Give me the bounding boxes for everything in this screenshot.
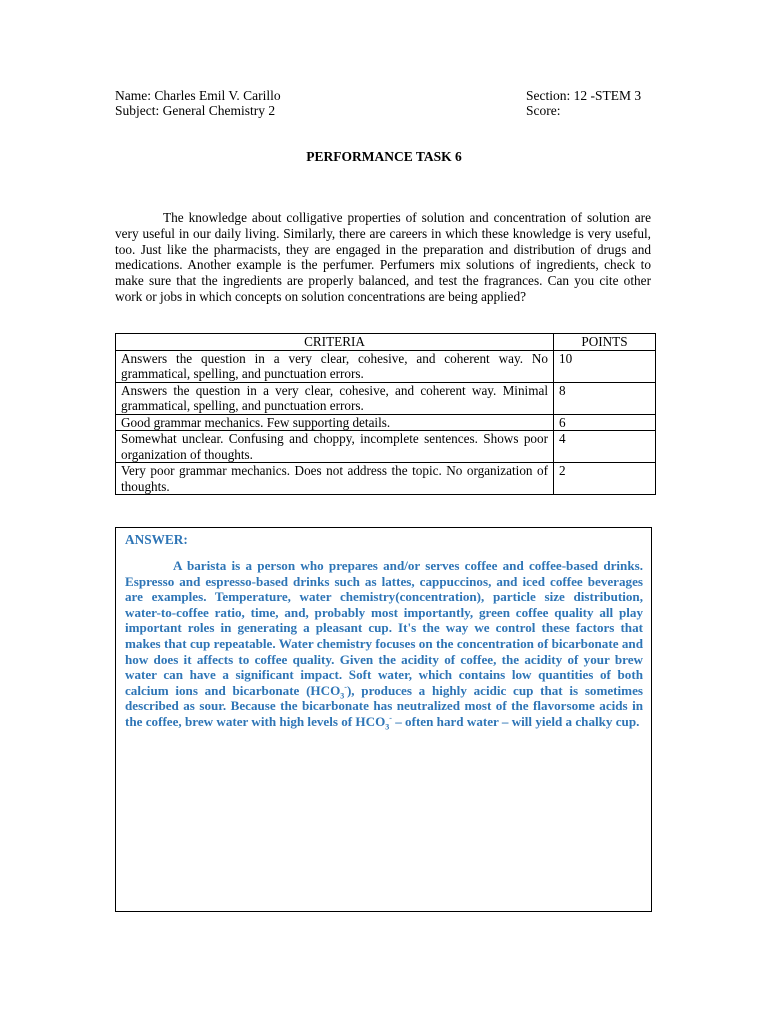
section-line: Section: 12 -STEM 3 [526, 88, 642, 103]
criteria-cell: Very poor grammar mechanics. Does not address the topic. No organization of thoughts. [116, 463, 554, 495]
criteria-cell: Answers the question in a very clear, cohesive, and coherent way. Minimal grammatical, spelling, and punctuation errors. [116, 382, 554, 414]
score-line: Score: [526, 103, 561, 118]
table-row [116, 382, 656, 414]
rubric-table [115, 333, 656, 495]
answer-text-part1: A barista is a person who prepares and/or serves coffee and coffee-based drinks. Espresso and espresso-based drinks such as lattes, cappuccinos, and iced coffee beverages are examples. Temperature, water chemistry(concentration), particle size distribution, water-to-coffee ratio, time, and, probably most importantly, green coffee quality all play important roles in generating a pleasant cup. It's the way we control these factors that makes that cup repeatable. Water chemistry focuses on the concentration of bicarbonate and how does it affects to coffee quality. Given the acidity of coffee, the acidity of your brew water can have a significant impact. Soft water, which contains low quantities of both calcium ions and bicarbonate (HCO [125, 558, 643, 698]
criteria-cell: Somewhat unclear. Confusing and choppy, incomplete sentences. Shows poor organization of thoughts. [116, 431, 554, 463]
answer-text-part3: – often hard water – will yield a chalky cup. [391, 713, 640, 729]
criteria-cell: Answers the question in a very clear, cohesive, and coherent way. No grammatical, spelling, and punctuation errors. [116, 350, 554, 382]
table-row [116, 463, 656, 495]
task-prompt: The knowledge about colligative properties of solution and concentration of solution are very useful in our daily living. Similarly, there are careers in which these knowledge is very useful, too. Just like the pharmacists, they are engaged in the preparation and distribution of drugs and medications. Another example is the perfumer. Perfumers mix solutions of ingredients, check to make sure that the ingredients are properly balanced, and test the fragrances. Can you cite other work or jobs in which concepts on solution concentrations are being applied? [115, 210, 651, 304]
criteria-cell: Good grammar mechanics. Few supporting details. [116, 414, 554, 431]
answer-superscript-2: - [389, 713, 392, 723]
points-cell: 8 [554, 382, 656, 414]
points-cell: 6 [554, 414, 656, 431]
points-cell: 10 [554, 350, 656, 382]
answer-box [115, 527, 652, 912]
points-cell: 2 [554, 463, 656, 495]
table-row [116, 414, 656, 431]
answer-text [125, 558, 643, 730]
page-title: PERFORMANCE TASK 6 [306, 149, 462, 164]
points-cell: 4 [554, 431, 656, 463]
table-row [116, 431, 656, 463]
criteria-header: CRITERIA [116, 334, 554, 351]
rubric-header-row [116, 334, 656, 351]
answer-text-part2: ), produces a highly acidic cup that is sometimes described as sour. Because the bicarbonate has neutralized most of the flavorsome acids in the coffee, brew water with high levels of HCO [125, 682, 643, 729]
answer-subscript-2: 3 [385, 722, 390, 732]
answer-subscript-1: 3 [340, 691, 345, 701]
table-row [116, 350, 656, 382]
points-header: POINTS [554, 334, 656, 351]
answer-superscript-1: - [344, 682, 347, 692]
answer-label: ANSWER: [125, 532, 188, 547]
subject-line: Subject: General Chemistry 2 [115, 103, 276, 118]
student-name: Name: Charles Emil V. Carillo [115, 88, 281, 103]
